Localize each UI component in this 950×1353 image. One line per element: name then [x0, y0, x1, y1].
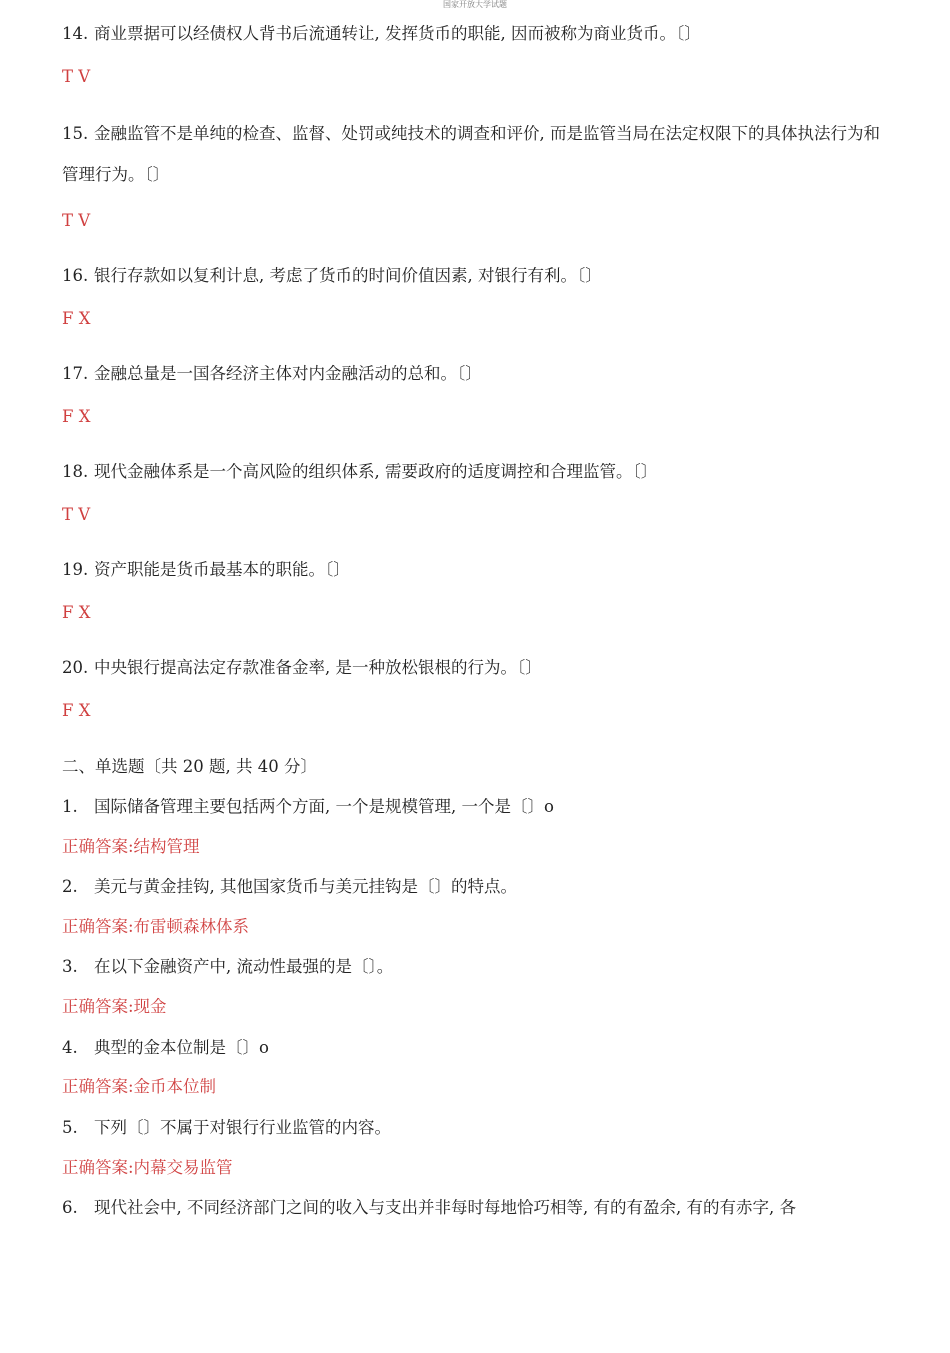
question-number: 15.	[62, 124, 89, 143]
answer-18: T V	[62, 505, 91, 524]
question-number: 19.	[62, 560, 89, 579]
mc-answer-4: 正确答案:金币本位制	[62, 1077, 217, 1096]
question-number: 5.	[62, 1118, 78, 1137]
question-number: 2.	[62, 877, 78, 896]
answer-14: T V	[62, 67, 91, 86]
mc-answer-3: 正确答案:现金	[62, 997, 167, 1016]
mc-answer-2: 正确答案:布雷顿森林体系	[62, 917, 250, 936]
mc-question-1	[62, 797, 892, 817]
question-text: 资产职能是货币最基本的职能。〔〕	[94, 560, 350, 579]
question-number: 1.	[62, 797, 78, 816]
mc-answer-5: 正确答案:内幕交易监管	[62, 1158, 233, 1177]
mc-question-5	[62, 1118, 892, 1138]
answer-19: F X	[62, 603, 91, 622]
question-number: 18.	[62, 462, 89, 481]
section-title: 二、单选题〔共 20 题, 共 40 分〕	[62, 757, 317, 776]
question-text: 中央银行提高法定存款准备金率, 是一种放松银根的行为。〔〕	[94, 658, 542, 677]
question-text: 金融监管不是单纯的检查、监督、处罚或纯技术的调查和评价, 而是监管当局在法定权限下的具体执法行为和管理行为。〔〕	[62, 124, 880, 184]
answer-16: F X	[62, 309, 91, 328]
question-15	[62, 113, 892, 195]
question-number: 20.	[62, 658, 89, 677]
question-17	[62, 353, 892, 394]
question-text: 商业票据可以经债权人背书后流通转让, 发挥货币的职能, 因而被称为商业货币。〔〕	[94, 24, 701, 43]
question-text: 在以下金融资产中, 流动性最强的是〔〕。	[94, 957, 394, 976]
question-number: 3.	[62, 957, 78, 976]
mc-answer-1: 正确答案:结构管理	[62, 837, 200, 856]
question-number: 17.	[62, 364, 89, 383]
mc-question-2	[62, 877, 892, 897]
question-number: 4.	[62, 1038, 78, 1057]
question-number: 16.	[62, 266, 89, 285]
question-18	[62, 451, 892, 492]
mc-question-6	[62, 1198, 892, 1218]
question-19	[62, 549, 892, 590]
question-text: 美元与黄金挂钩, 其他国家货币与美元挂钩是〔〕的特点。	[94, 877, 517, 896]
question-text: 典型的金本位制是〔〕o	[94, 1038, 269, 1057]
question-text: 下列〔〕不属于对银行行业监管的内容。	[94, 1118, 391, 1137]
question-text: 现代社会中, 不同经济部门之间的收入与支出并非每时每地恰巧相等, 有的有盈余, 有的有赤字, 各	[94, 1198, 796, 1217]
question-text: 现代金融体系是一个高风险的组织体系, 需要政府的适度调控和合理监管。〔〕	[94, 462, 658, 481]
question-number: 14.	[62, 24, 89, 43]
question-text: 银行存款如以复利计息, 考虑了货币的时间价值因素, 对银行有利。〔〕	[94, 266, 602, 285]
header-note: 国家开放大学试题	[443, 0, 507, 9]
question-number: 6.	[62, 1198, 78, 1217]
mc-question-3	[62, 957, 892, 977]
question-text: 国际储备管理主要包括两个方面, 一个是规模管理, 一个是〔〕o	[94, 797, 554, 816]
answer-15: T V	[62, 211, 91, 230]
mc-question-4	[62, 1038, 892, 1058]
question-16	[62, 255, 892, 296]
question-20	[62, 647, 892, 688]
question-text: 金融总量是一国各经济主体对内金融活动的总和。〔〕	[94, 364, 482, 383]
answer-20: F X	[62, 701, 91, 720]
answer-17: F X	[62, 407, 91, 426]
question-14	[62, 13, 892, 54]
